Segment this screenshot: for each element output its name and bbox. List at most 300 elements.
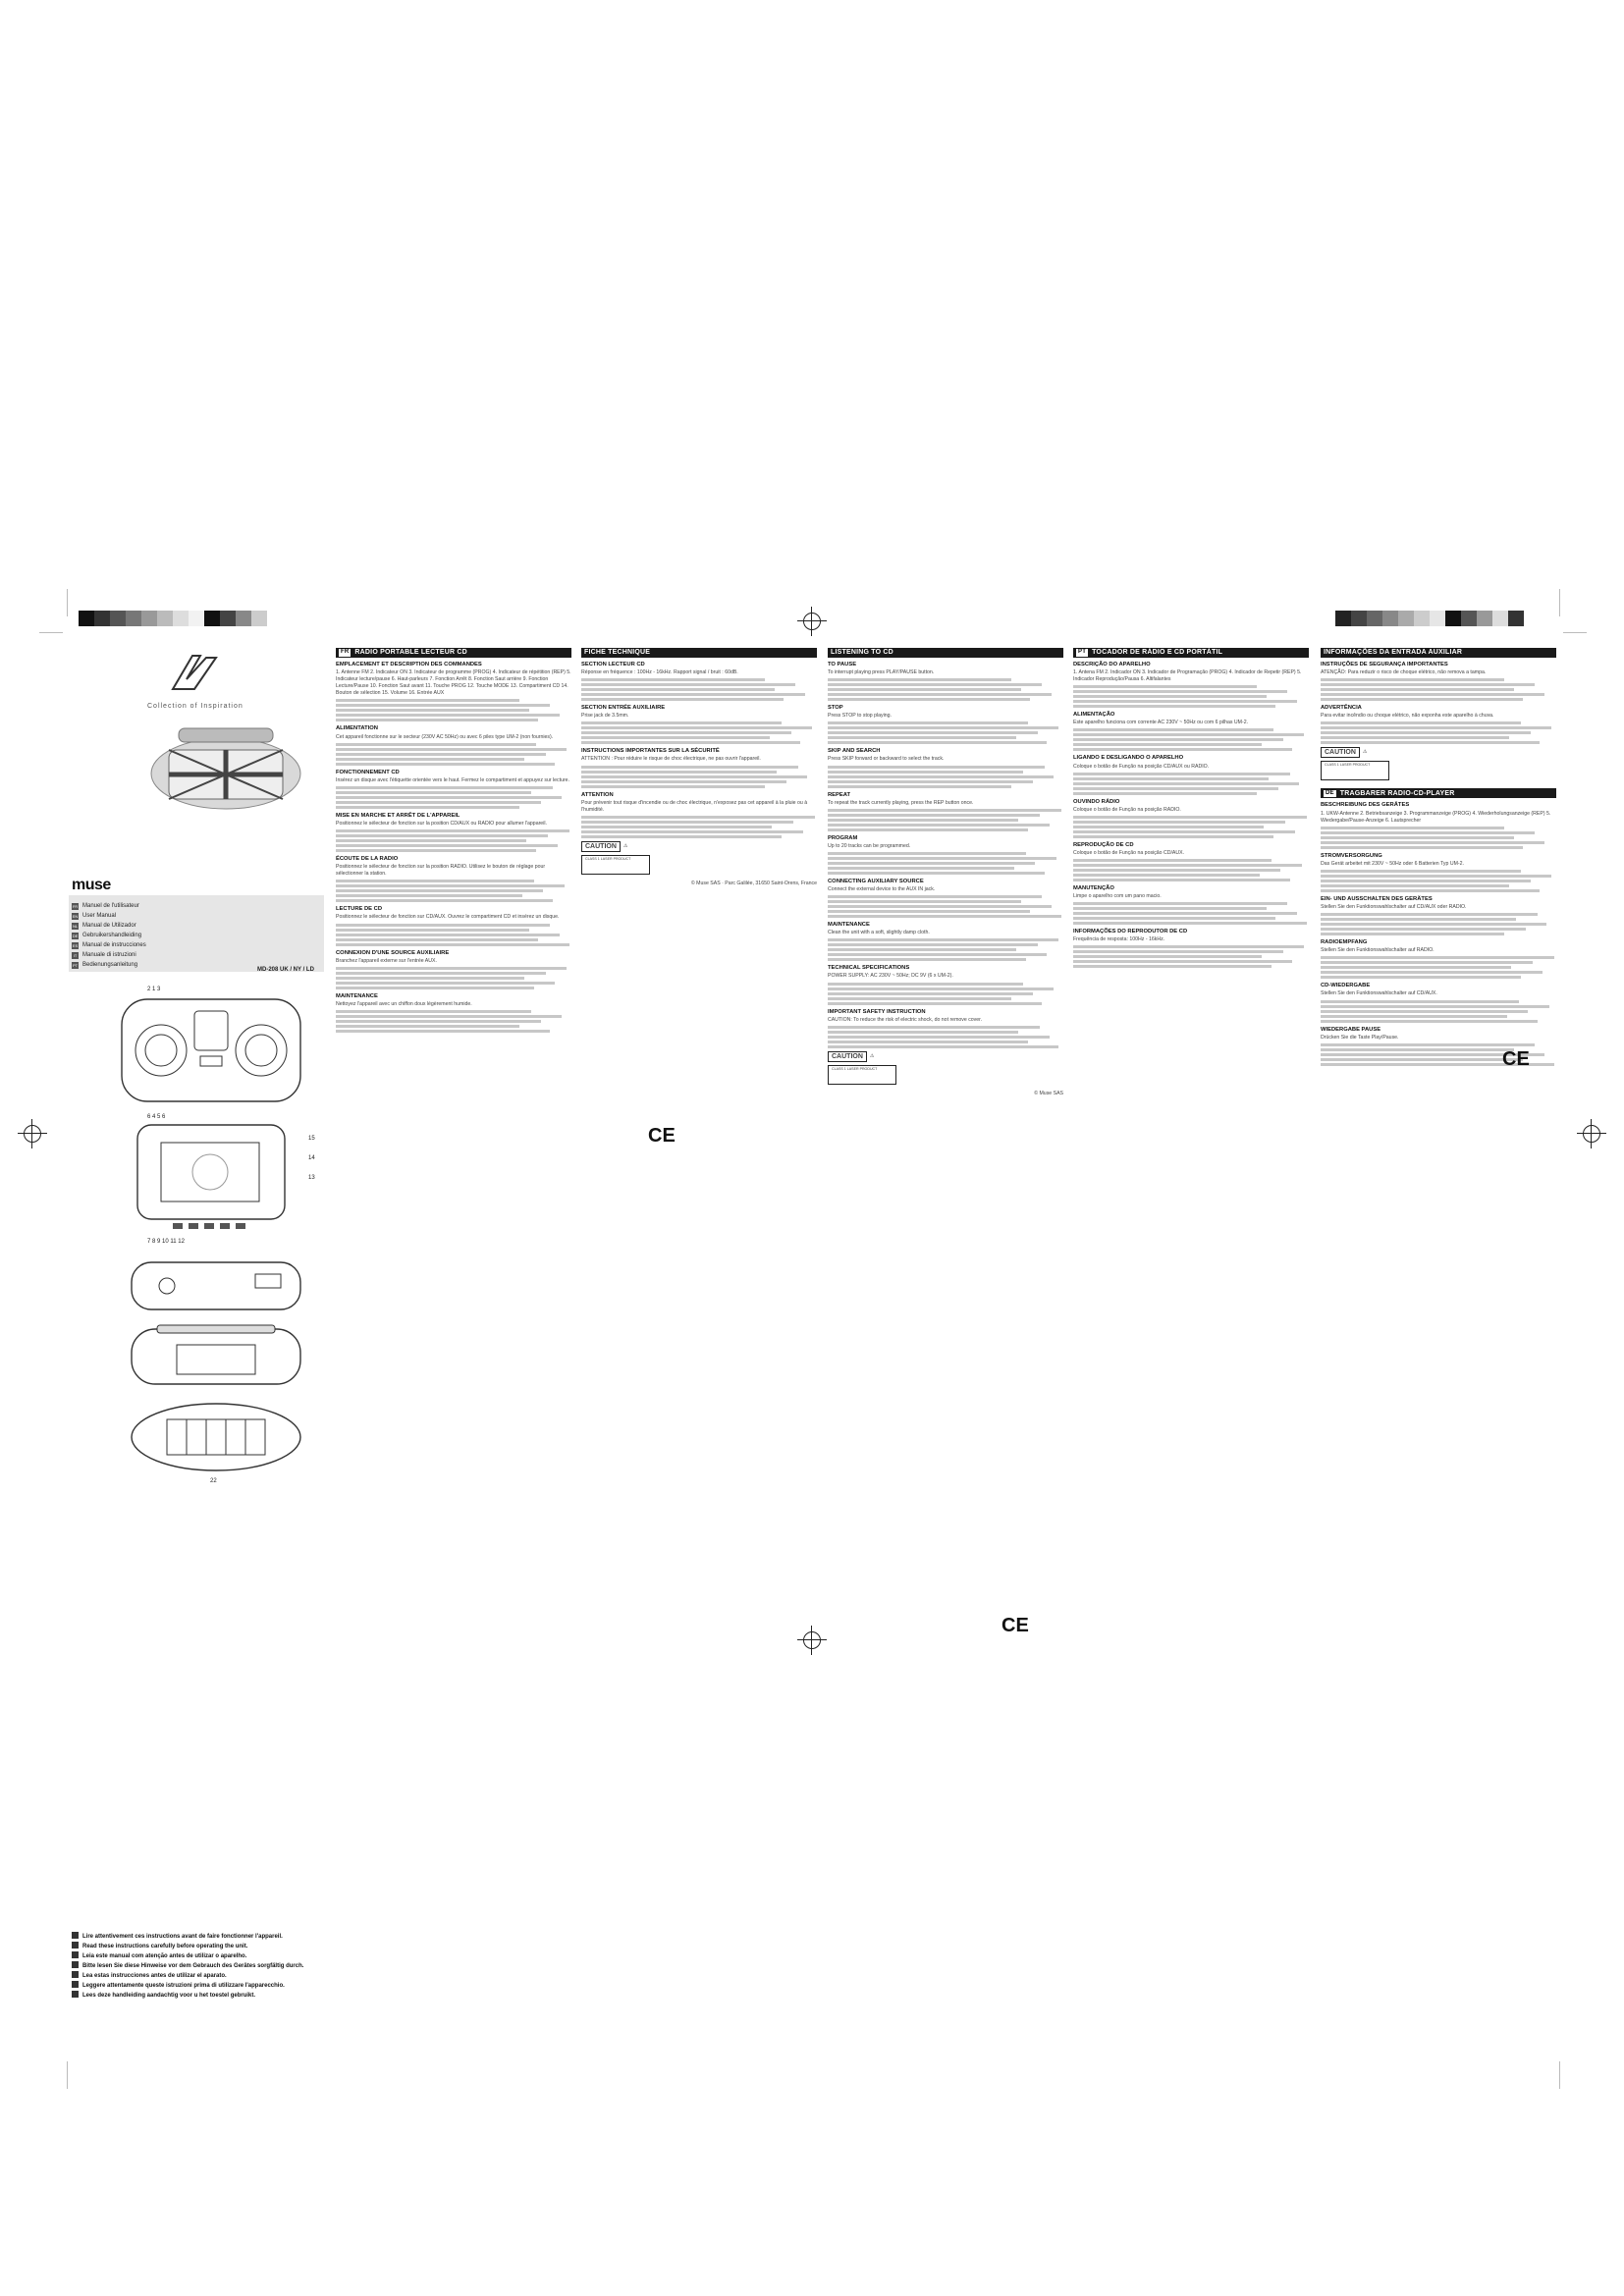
instruction-label: Lire attentivement ces instructions avant de faire fonctionner l'appareil. xyxy=(82,1934,283,1940)
language-badge: PT xyxy=(1078,649,1087,656)
language-code: EN xyxy=(72,913,79,919)
column-header xyxy=(336,648,571,658)
text-line xyxy=(336,849,536,852)
read-instructions-list xyxy=(72,1932,317,2001)
text-line xyxy=(581,826,772,828)
text-line xyxy=(581,683,795,686)
instruction-item xyxy=(72,1961,317,1971)
text-line xyxy=(1321,831,1535,834)
column-fr-1 xyxy=(336,648,571,1035)
column-fr-2 xyxy=(581,648,817,889)
section-title: MISE EN MARCHE ET ARRÊT DE L'APPAREIL xyxy=(336,812,460,819)
text-line xyxy=(1073,826,1264,828)
text-line xyxy=(1073,859,1272,862)
crop-line xyxy=(1559,589,1560,616)
product-image-boombox xyxy=(147,719,304,818)
diagram-top-numbers: 2 1 3 xyxy=(147,987,161,992)
language-label: Manual de instrucciones xyxy=(82,942,146,948)
text-line xyxy=(1321,1058,1523,1061)
diagram-battery-view xyxy=(128,1398,304,1481)
warning-triangle-icon: ⚠ xyxy=(1362,749,1368,756)
column-header xyxy=(1073,648,1309,658)
language-item xyxy=(72,901,317,911)
section-text: Stellen Sie den Funktionswahlschalter auf CD/AUX. xyxy=(1321,990,1437,997)
text-line xyxy=(1321,836,1514,839)
text-line xyxy=(1321,683,1535,686)
text-line xyxy=(1321,966,1511,969)
section-text: Cet appareil fonctionne sur le secteur (230V AC 50Hz) ou avec 6 piles type UM-2 (non fournies). xyxy=(336,733,554,740)
text-line xyxy=(828,809,1061,812)
section-title: TECHNICAL SPECIFICATIONS xyxy=(828,965,910,972)
text-line xyxy=(581,771,777,774)
column-header-title: TRAGBARER RADIO-CD-PLAYER xyxy=(1339,789,1455,797)
text-line xyxy=(581,835,782,838)
text-line xyxy=(828,828,1028,831)
text-line xyxy=(1073,869,1280,872)
section-text: Insérez un disque avec l'étiquette orientée vers le haut. Fermez le compartiment et appuyez sur lecture. xyxy=(336,776,570,783)
text-line xyxy=(336,982,555,985)
text-line xyxy=(1321,1048,1514,1051)
caution-notice xyxy=(581,841,817,852)
text-line xyxy=(1073,690,1287,693)
instruction-item xyxy=(72,1971,317,1981)
instruction-label: Lees deze handleiding aandachtig voor u het toestel gebruikt. xyxy=(82,1993,256,1999)
text-line xyxy=(1073,874,1260,877)
caution-notice xyxy=(828,1051,1063,1062)
text-line xyxy=(1073,955,1262,958)
text-line xyxy=(1073,738,1283,741)
text-line xyxy=(1321,870,1521,873)
text-line xyxy=(1321,693,1544,696)
section-title: WIEDERGABE PAUSE xyxy=(1321,1026,1381,1033)
text-line xyxy=(828,943,1038,946)
text-line xyxy=(1321,688,1514,691)
language-item xyxy=(72,940,317,950)
text-line xyxy=(1073,787,1278,790)
registration-mark-bottom xyxy=(797,1626,827,1655)
text-line xyxy=(1321,1000,1519,1003)
language-label: Gebruikershandleiding xyxy=(82,933,142,938)
instruction-label: Bitte lesen Sie diese Hinweise vor dem Gebrauch des Gerätes sorgfältig durch. xyxy=(82,1963,304,1969)
text-line xyxy=(581,775,807,778)
language-badge: FR xyxy=(341,649,350,656)
text-line xyxy=(828,698,1030,701)
language-item xyxy=(72,950,317,960)
section-title: ADVERTÊNCIA xyxy=(1321,705,1362,712)
text-line xyxy=(1321,889,1540,892)
brand-tagline: Collection of Inspiration xyxy=(147,703,244,710)
text-line xyxy=(828,731,1038,734)
laser-product-label: CLASS 1 LASER PRODUCT xyxy=(828,1065,896,1085)
text-line xyxy=(828,905,1052,908)
text-line xyxy=(1073,821,1285,824)
section-text: Das Gerät arbeitet mit 230V ~ 50Hz oder 6 Batterien Typ UM-2. xyxy=(1321,860,1464,867)
text-line xyxy=(581,785,765,788)
text-line xyxy=(1073,773,1290,775)
language-code: IT xyxy=(73,952,78,958)
flag-icon xyxy=(72,1971,79,1978)
text-line xyxy=(336,834,548,837)
text-line xyxy=(1321,923,1546,926)
text-line xyxy=(828,688,1021,691)
text-line xyxy=(1073,922,1307,925)
text-line xyxy=(336,987,534,989)
section-title: BESCHREIBUNG DES GERÄTES xyxy=(1321,802,1410,809)
text-line xyxy=(1321,875,1551,878)
text-line xyxy=(1321,731,1531,734)
text-line xyxy=(336,791,531,794)
text-line xyxy=(336,1015,562,1018)
text-line xyxy=(1073,685,1257,688)
flag-icon xyxy=(72,1981,79,1988)
section-text: Coloque o botão de Função na posição RADIO. xyxy=(1073,806,1181,813)
language-item xyxy=(72,931,317,940)
section-title: MAINTENANCE xyxy=(828,922,870,929)
text-line xyxy=(828,983,1023,986)
text-line xyxy=(1073,945,1304,948)
text-line xyxy=(1321,933,1504,935)
text-line xyxy=(336,844,558,847)
text-line xyxy=(336,894,522,897)
section-text: Pour prévenir tout risque d'incendie ou de choc électrique, n'exposez pas cet appareil à la pluie ou à l'humidité. xyxy=(581,799,808,813)
text-line xyxy=(1073,830,1295,833)
section-title: ATTENTION xyxy=(581,791,614,798)
section-title: CONNECTING AUXILIARY SOURCE xyxy=(828,878,924,884)
text-line xyxy=(1321,726,1551,729)
text-line xyxy=(1073,743,1262,746)
section-title: CD-WIEDERGABE xyxy=(1321,983,1371,989)
language-label: Manual de Utilizador xyxy=(82,923,136,929)
text-line xyxy=(581,741,800,744)
text-line xyxy=(336,977,524,980)
text-line xyxy=(336,839,526,842)
flag-icon xyxy=(72,1991,79,1998)
text-line xyxy=(336,938,538,941)
text-line xyxy=(1073,902,1287,905)
text-line xyxy=(1321,971,1543,974)
section-title: INFORMAÇÕES DO REPRODUTOR DE CD xyxy=(1073,929,1188,935)
text-line xyxy=(828,1002,1042,1005)
text-line xyxy=(1073,777,1269,780)
section-text: To interrupt playing press PLAY/PAUSE button. xyxy=(828,669,935,676)
section-text: CAUTION: To reduce the risk of electric shock, do not remove cover. xyxy=(828,1016,983,1023)
text-line xyxy=(1321,827,1504,829)
language-code: FR xyxy=(72,903,79,909)
text-line xyxy=(828,852,1026,855)
text-line xyxy=(828,726,1058,729)
section-text: Prise jack de 3.5mm. xyxy=(581,713,629,720)
text-line xyxy=(336,943,569,946)
section-text: Este aparelho funciona com corrente AC 230V ~ 50Hz ou com 6 pilhas UM-2. xyxy=(1073,720,1249,726)
text-line xyxy=(1321,1020,1538,1023)
section-text: Branchez l'appareil externe sur l'entrée AUX. xyxy=(336,957,437,964)
section-text: Press STOP to stop playing. xyxy=(828,713,892,720)
text-line xyxy=(581,688,775,691)
section-text: Frequência de resposta: 100Hz - 16kHz. xyxy=(1073,936,1165,943)
text-line xyxy=(336,934,560,936)
text-line xyxy=(1073,695,1267,698)
text-line xyxy=(581,678,765,681)
text-line xyxy=(828,1041,1028,1043)
text-line xyxy=(581,736,770,739)
text-line xyxy=(1321,1005,1549,1008)
section-title: SECTION LECTEUR CD xyxy=(581,662,645,667)
text-line xyxy=(828,988,1054,990)
column-header-title: LISTENING TO CD xyxy=(831,649,893,657)
text-line xyxy=(828,872,1045,875)
section-text: Nettoyez l'appareil avec un chiffon doux légèrement humide. xyxy=(336,1000,472,1007)
text-line xyxy=(1321,678,1504,681)
instruction-item xyxy=(72,1951,317,1961)
text-line xyxy=(828,785,1011,788)
column-pt xyxy=(1073,648,1309,970)
text-line xyxy=(828,814,1040,817)
registration-mark-left xyxy=(18,1119,47,1148)
text-line xyxy=(828,857,1056,860)
section-text: 1. Antena FM 2. Indicador ON 3. Indicador de Programação (PROG) 4. Indicador de Repetir (REP) 5. Indicador Reprodução/Pausa 6. Altifalantes xyxy=(1073,669,1302,683)
color-calibration-bar-left xyxy=(79,611,267,626)
text-line xyxy=(336,929,529,932)
flag-icon xyxy=(72,1961,79,1968)
text-line xyxy=(1321,961,1533,964)
section-text: Coloque o botão de Função na posição CD/AUX ou RADIO. xyxy=(1073,763,1210,770)
text-line xyxy=(1321,928,1526,931)
section-text: Coloque o botão de Função na posição CD/AUX. xyxy=(1073,849,1185,856)
instruction-item xyxy=(72,1932,317,1942)
text-line xyxy=(336,796,562,799)
text-line xyxy=(1073,960,1292,963)
text-line xyxy=(581,816,815,819)
section-text: Réponse en fréquence : 100Hz - 16kHz. Rapport signal / bruit : 60dB. xyxy=(581,669,738,676)
text-line xyxy=(1073,816,1307,819)
section-title: SECTION ENTRÉE AUXILIAIRE xyxy=(581,705,666,712)
text-line xyxy=(336,786,553,789)
section-title: TO PAUSE xyxy=(828,662,857,667)
section-title: OUVINDO RÁDIO xyxy=(1073,798,1120,805)
text-line xyxy=(1321,841,1544,844)
section-title: LECTURE DE CD xyxy=(336,906,383,913)
text-line xyxy=(336,884,565,887)
instruction-item xyxy=(72,1981,317,1991)
text-line xyxy=(336,699,519,702)
language-badge: DE xyxy=(1326,789,1334,796)
language-item xyxy=(72,911,317,921)
diagram-number-22: 22 xyxy=(210,1478,217,1484)
text-line xyxy=(1321,884,1509,887)
section-text: Para evitar incêndio ou choque elétrico, não exponha este aparelho à chuva. xyxy=(1321,713,1494,720)
text-line xyxy=(1321,1010,1528,1013)
text-line xyxy=(1073,879,1290,881)
text-line xyxy=(336,704,550,707)
text-line xyxy=(336,709,529,712)
text-line xyxy=(336,880,534,882)
text-line xyxy=(336,806,519,809)
language-label: Bedienungsanleitung xyxy=(82,962,138,968)
crop-line xyxy=(1563,632,1587,633)
column-header xyxy=(581,648,817,658)
column-footer: © Muse SAS · Parc Galilée, 31650 Saint-Orens, France xyxy=(690,880,817,886)
text-line xyxy=(336,924,550,927)
text-line xyxy=(1073,917,1275,920)
section-title: REPRODUÇÃO DE CD xyxy=(1073,841,1134,848)
language-code: DE xyxy=(72,933,79,938)
diagram-mid-numbers: 6 4 5 6 xyxy=(147,1114,166,1120)
text-line xyxy=(828,721,1028,724)
text-line xyxy=(828,693,1052,696)
instruction-label: Leggere attentamente queste istruzioni prima di utilizzare l'apparecchio. xyxy=(82,1983,285,1989)
section-title: ÉCOUTE DE LA RADIO xyxy=(336,856,399,863)
language-code: NL xyxy=(72,923,79,929)
ce-mark: CE xyxy=(648,1125,676,1147)
text-line xyxy=(1073,782,1299,785)
ce-mark: CE xyxy=(1502,1048,1530,1070)
section-text: Stellen Sie den Funktionswahlschalter auf CD/AUX oder RADIO. xyxy=(1321,904,1467,911)
registration-mark-top xyxy=(797,607,827,636)
text-line xyxy=(581,726,812,729)
instruction-label: Lea estas instrucciones antes de utilizar el aparato. xyxy=(82,1973,227,1979)
text-line xyxy=(1073,907,1267,910)
text-line xyxy=(336,972,546,975)
caution-label: CAUTION xyxy=(1321,747,1360,758)
section-title: REPEAT xyxy=(828,791,851,798)
text-line xyxy=(1073,728,1273,731)
text-line xyxy=(828,1045,1058,1048)
section-title: PROGRAM xyxy=(828,834,858,841)
diagram-bottom-numbers: 7 8 9 10 11 12 xyxy=(147,1239,185,1245)
caution-label: CAUTION xyxy=(581,841,621,852)
diagram-front-view xyxy=(118,993,304,1116)
laser-product-label: CLASS 1 LASER PRODUCT xyxy=(1321,761,1389,780)
text-line xyxy=(828,736,1016,739)
brand-logo-mark xyxy=(167,650,226,702)
instruction-label: Leia este manual com atenção antes de utilizar o aparelho. xyxy=(82,1953,247,1959)
text-line xyxy=(1321,918,1516,921)
section-title: STOP xyxy=(828,705,843,712)
text-line xyxy=(828,741,1047,744)
text-line xyxy=(828,819,1018,822)
section-text: ATENÇÃO: Para reduzir o risco de choque elétrico, não remova a tampa. xyxy=(1321,669,1487,676)
text-line xyxy=(828,683,1042,686)
section-title: MAINTENANCE xyxy=(336,992,378,999)
text-line xyxy=(1321,913,1538,916)
text-line xyxy=(1073,700,1297,703)
instruction-label: Read these instructions carefully before operating the unit. xyxy=(82,1944,248,1949)
language-list xyxy=(72,901,317,970)
text-line xyxy=(828,1036,1050,1039)
column-header-title: RADIO PORTABLE LECTEUR CD xyxy=(354,649,467,657)
text-line xyxy=(336,1030,550,1033)
text-line xyxy=(1073,965,1272,968)
column-header xyxy=(828,648,1063,658)
text-line xyxy=(828,1031,1018,1034)
text-line xyxy=(336,1025,519,1028)
text-line xyxy=(336,889,543,892)
text-line xyxy=(828,915,1061,918)
text-line xyxy=(1073,733,1304,736)
text-line xyxy=(1073,705,1275,708)
section-title: ALIMENTATION xyxy=(336,725,378,732)
text-line xyxy=(336,967,567,970)
text-line xyxy=(828,895,1042,898)
section-title: EIN- UND AUSSCHALTEN DES GERÄTES xyxy=(1321,895,1433,902)
text-line xyxy=(1321,846,1523,849)
text-line xyxy=(1321,741,1540,744)
ce-mark: CE xyxy=(1001,1615,1029,1636)
text-line xyxy=(828,953,1047,956)
column-header-title: TOCADOR DE RÁDIO E CD PORTÁTIL xyxy=(1092,649,1223,657)
section-title: ALIMENTAÇÃO xyxy=(1073,712,1115,719)
text-line xyxy=(828,867,1014,870)
diagram-side-view xyxy=(128,1256,304,1320)
text-line xyxy=(336,1010,531,1013)
language-label: Manuale di istruzioni xyxy=(82,952,136,958)
section-text: POWER SUPPLY: AC 230V ~ 50Hz; DC 9V (6 x UM-2). xyxy=(828,973,953,980)
text-line xyxy=(336,743,536,746)
text-line xyxy=(828,910,1030,913)
text-line xyxy=(828,992,1033,995)
column-header-title: INFORMAÇÕES DA ENTRADA AUXILIAR xyxy=(1324,649,1463,657)
text-line xyxy=(828,771,1023,774)
instruction-item xyxy=(72,1942,317,1951)
section-text: Positionnez le sélecteur de fonction sur CD/AUX. Ouvrez le compartiment CD et insérez un disque. xyxy=(336,914,560,921)
flag-icon xyxy=(72,1932,79,1939)
text-line xyxy=(336,829,569,832)
section-text: Drücken Sie die Taste Play/Pause. xyxy=(1321,1034,1399,1041)
color-calibration-bar-right xyxy=(1335,611,1524,626)
registration-mark-right xyxy=(1577,1119,1606,1148)
text-line xyxy=(1073,835,1273,838)
text-line xyxy=(336,714,560,717)
crop-line xyxy=(1559,2061,1560,2089)
crop-line xyxy=(67,2061,68,2089)
brand-logo-text: muse xyxy=(72,877,111,893)
text-line xyxy=(1321,1015,1507,1018)
text-line xyxy=(581,721,782,724)
section-text: ATTENTION : Pour réduire le risque de choc électrique, ne pas ouvrir l'appareil. xyxy=(581,756,761,763)
model-number: MD-208 UK / NY / LD xyxy=(257,967,314,973)
section-text: Positionnez le sélecteur de fonction sur la position CD/AUX ou RADIO pour allumer l'appareil. xyxy=(336,820,547,827)
text-line xyxy=(828,958,1026,961)
text-line xyxy=(1073,864,1302,867)
text-line xyxy=(581,821,793,824)
text-line xyxy=(1073,912,1297,915)
text-line xyxy=(1321,721,1521,724)
text-line xyxy=(336,801,541,804)
section-text: 1. Antenne FM 2. Indicateur ON 3. Indicateur de programme (PROG) 4. Indicateur de répétition (REP) 5. Indicateur lecture/pause 6. Haut-parleurs 7. Fonction Arrêt 8. Fonction Saut arrière 9. Fonction Lecture/Pause 10. Fonction Saut avant 11. Touche PROG 12. Touche MODE 13. Compartiment CD 14. Bouton de sélection 15. Volume 16. Entrée AUX xyxy=(336,669,571,697)
language-label: User Manual xyxy=(82,913,117,919)
text-line xyxy=(828,824,1050,827)
text-line xyxy=(336,753,546,756)
section-text: To repeat the track currently playing, press the REP button once. xyxy=(828,799,974,806)
section-text: Stellen Sie den Funktionswahlschalter auf RADIO. xyxy=(1321,947,1435,954)
warning-triangle-icon: ⚠ xyxy=(623,842,628,849)
column-footer: © Muse SAS xyxy=(1034,1090,1063,1096)
text-line xyxy=(1321,880,1531,882)
flag-icon xyxy=(72,1942,79,1949)
section-title: MANUTENÇÃO xyxy=(1073,885,1114,892)
text-line xyxy=(828,775,1054,778)
section-title: INSTRUCTIONS IMPORTANTES SUR LA SÉCURITÉ xyxy=(581,748,720,755)
text-line xyxy=(828,678,1011,681)
section-text: Clean the unit with a soft, slightly damp cloth. xyxy=(828,930,930,936)
diagram-back-view xyxy=(128,1321,304,1395)
text-line xyxy=(828,862,1035,865)
language-label: Manuel de l'utilisateur xyxy=(82,903,139,909)
caution-label: CAUTION xyxy=(828,1051,867,1062)
text-line xyxy=(1321,698,1523,701)
section-title: IMPORTANT SAFETY INSTRUCTION xyxy=(828,1008,926,1015)
text-line xyxy=(336,763,555,766)
